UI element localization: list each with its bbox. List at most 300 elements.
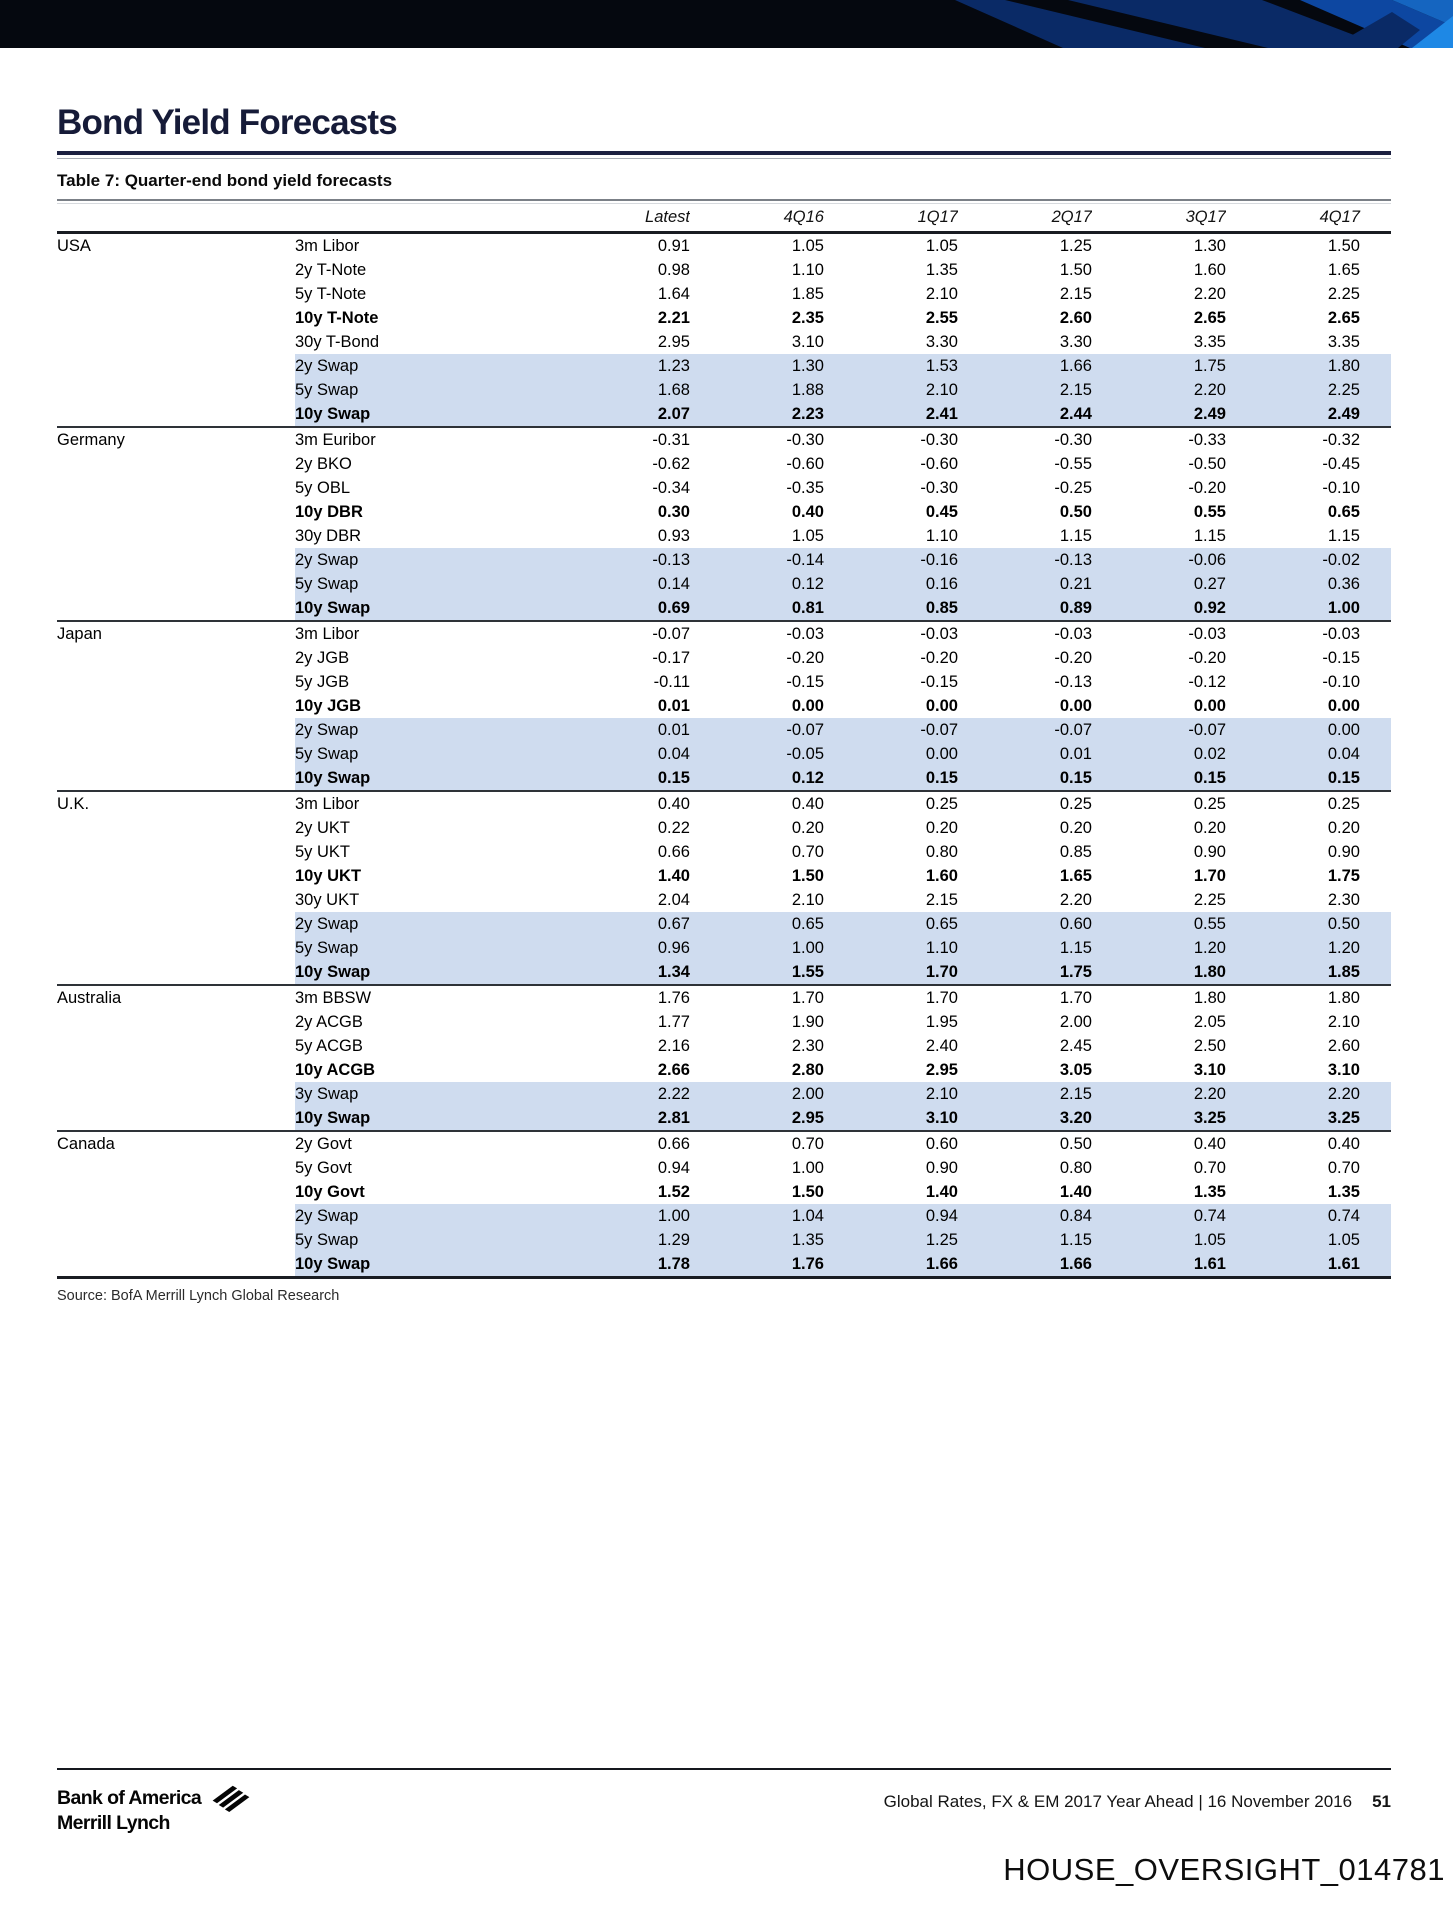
table-row xyxy=(57,694,1391,718)
country-cell xyxy=(57,1156,295,1180)
instrument-cell: 3m Libor xyxy=(295,621,556,646)
instrument-cell: 2y BKO xyxy=(295,454,352,473)
country-cell xyxy=(57,1082,295,1106)
value-cell: 0.15 xyxy=(958,766,1092,791)
instrument-cell: 10y Swap xyxy=(295,596,556,621)
country-cell xyxy=(57,402,295,427)
value-cell: 1.61 xyxy=(1226,1252,1391,1278)
value-cell: -0.25 xyxy=(1054,478,1092,497)
value-cell: 1.70 xyxy=(690,985,824,1010)
value-cell: -0.07 xyxy=(824,718,958,742)
value-cell: 0.65 xyxy=(1327,502,1360,521)
value-cell: 2.22 xyxy=(556,1082,690,1106)
value-cell: -0.14 xyxy=(690,548,824,572)
value-cell: -0.03 xyxy=(824,621,958,646)
country-cell xyxy=(57,1106,295,1131)
value-cell: 0.01 xyxy=(958,742,1092,766)
value-cell: -0.33 xyxy=(1092,427,1226,452)
value-cell: 0.81 xyxy=(690,596,824,621)
value-cell: 1.76 xyxy=(690,1252,824,1278)
value-cell: 0.94 xyxy=(657,1158,690,1177)
value-cell: 2.21 xyxy=(657,308,690,327)
value-cell: 2.44 xyxy=(958,402,1092,427)
table-row xyxy=(57,524,1391,548)
watermark: HOUSE_OVERSIGHT_014781 xyxy=(1003,1852,1445,1887)
value-cell: 2.15 xyxy=(958,1082,1092,1106)
value-cell: -0.03 xyxy=(958,621,1092,646)
value-cell: 2.80 xyxy=(791,1060,824,1079)
instrument-cell: 5y ACGB xyxy=(295,1036,363,1055)
value-cell: 0.70 xyxy=(1193,1158,1226,1177)
value-cell: 2.65 xyxy=(1193,308,1226,327)
value-cell: 2.66 xyxy=(657,1060,690,1079)
table-caption: Table 7: Quarter-end bond yield forecasts xyxy=(57,171,393,190)
instrument-cell: 10y Swap xyxy=(295,402,556,427)
value-cell: 1.20 xyxy=(1092,936,1226,960)
value-cell: -0.60 xyxy=(786,454,824,473)
instrument-cell: 30y DBR xyxy=(295,526,362,545)
value-cell: 2.20 xyxy=(1193,284,1226,303)
value-cell: 1.61 xyxy=(1092,1252,1226,1278)
value-cell: 0.60 xyxy=(824,1131,958,1156)
value-cell: 0.20 xyxy=(1059,818,1092,837)
value-cell: -0.03 xyxy=(690,621,824,646)
country-cell xyxy=(57,572,295,596)
value-cell: 0.50 xyxy=(958,1131,1092,1156)
instrument-cell: 10y DBR xyxy=(295,502,363,521)
country-cell xyxy=(57,452,295,476)
value-cell: 1.76 xyxy=(556,985,690,1010)
value-cell: 1.00 xyxy=(690,936,824,960)
country-cell xyxy=(57,936,295,960)
value-cell: 1.80 xyxy=(1226,985,1391,1010)
value-cell: 1.80 xyxy=(1226,354,1391,378)
instrument-cell: 10y T-Note xyxy=(295,308,379,327)
value-cell: 0.89 xyxy=(958,596,1092,621)
value-cell: -0.60 xyxy=(920,454,958,473)
value-cell: 2.95 xyxy=(690,1106,824,1131)
value-cell: 0.20 xyxy=(925,818,958,837)
table-row xyxy=(57,985,1391,1010)
value-cell: 0.84 xyxy=(958,1204,1092,1228)
country-cell xyxy=(57,646,295,670)
value-cell: 0.15 xyxy=(1226,766,1391,791)
value-cell: 2.23 xyxy=(690,402,824,427)
table-row xyxy=(57,1082,1391,1106)
value-cell: 0.00 xyxy=(824,742,958,766)
value-cell: 3.30 xyxy=(925,332,958,351)
value-cell: -0.15 xyxy=(786,672,824,691)
value-cell: 0.12 xyxy=(690,766,824,791)
table-row xyxy=(57,1204,1391,1228)
country-cell xyxy=(57,1204,295,1228)
instrument-cell: 3m BBSW xyxy=(295,985,556,1010)
value-cell: 0.70 xyxy=(690,1131,824,1156)
value-cell: 2.25 xyxy=(1327,284,1360,303)
country-cell xyxy=(57,766,295,791)
value-cell: 0.36 xyxy=(1226,572,1391,596)
value-cell: 0.25 xyxy=(1092,791,1226,816)
country-cell xyxy=(57,694,295,718)
country-cell xyxy=(57,864,295,888)
value-cell: 0.20 xyxy=(1193,818,1226,837)
value-cell: 1.77 xyxy=(657,1012,690,1031)
table-row xyxy=(57,1010,1391,1034)
value-cell: 0.25 xyxy=(1226,791,1391,816)
content-column xyxy=(57,48,1391,1304)
value-cell: 3.10 xyxy=(1327,1060,1360,1079)
bank-name: Bank of America xyxy=(57,1786,202,1809)
value-cell: 0.55 xyxy=(1092,912,1226,936)
value-cell: 1.75 xyxy=(1092,354,1226,378)
value-cell: 0.80 xyxy=(1059,1158,1092,1177)
table-row xyxy=(57,1131,1391,1156)
value-cell: 3.05 xyxy=(1059,1060,1092,1079)
country-cell xyxy=(57,960,295,985)
value-cell: 1.66 xyxy=(958,354,1092,378)
value-cell: 1.10 xyxy=(824,936,958,960)
value-cell: 0.16 xyxy=(824,572,958,596)
value-cell: 1.60 xyxy=(1193,260,1226,279)
country-cell: Japan xyxy=(57,621,295,646)
value-cell: 3.20 xyxy=(958,1106,1092,1131)
value-cell: 0.50 xyxy=(1226,912,1391,936)
value-cell: 0.00 xyxy=(1327,696,1360,715)
value-cell: -0.06 xyxy=(1092,548,1226,572)
value-cell: 0.50 xyxy=(1059,502,1092,521)
country-cell: Australia xyxy=(57,985,295,1010)
page-title: Bond Yield Forecasts xyxy=(57,103,397,142)
value-cell: 1.53 xyxy=(824,354,958,378)
value-cell: 0.96 xyxy=(556,936,690,960)
instrument-cell: 3m Libor xyxy=(295,233,556,259)
value-cell: 2.95 xyxy=(657,332,690,351)
value-cell: 2.20 xyxy=(1226,1082,1391,1106)
value-cell: -0.13 xyxy=(1054,672,1092,691)
value-cell: 1.70 xyxy=(1193,866,1226,885)
value-cell: 2.35 xyxy=(791,308,824,327)
value-cell: -0.20 xyxy=(1054,648,1092,667)
value-cell: 1.30 xyxy=(690,354,824,378)
value-cell: 0.85 xyxy=(1059,842,1092,861)
value-cell: -0.05 xyxy=(690,742,824,766)
value-cell: 0.00 xyxy=(925,696,958,715)
value-cell: 2.60 xyxy=(1327,1036,1360,1055)
value-cell: 0.30 xyxy=(657,502,690,521)
country-cell xyxy=(57,258,295,282)
value-cell: 1.34 xyxy=(556,960,690,985)
country-cell: Canada xyxy=(57,1131,295,1156)
value-cell: 1.05 xyxy=(1226,1228,1391,1252)
table-row xyxy=(57,354,1391,378)
country-cell: U.K. xyxy=(57,791,295,816)
value-cell: 0.66 xyxy=(657,842,690,861)
country-cell xyxy=(57,548,295,572)
country-cell xyxy=(57,840,295,864)
table-row xyxy=(57,330,1391,354)
value-cell: -0.07 xyxy=(958,718,1092,742)
instrument-cell: 5y JGB xyxy=(295,672,350,691)
country-cell xyxy=(57,670,295,694)
value-cell: 0.01 xyxy=(556,718,690,742)
value-cell: 3.35 xyxy=(1193,332,1226,351)
value-cell: 2.40 xyxy=(925,1036,958,1055)
table-row xyxy=(57,596,1391,621)
value-cell: 1.29 xyxy=(556,1228,690,1252)
value-cell: 2.49 xyxy=(1226,402,1391,427)
value-cell: -0.15 xyxy=(920,672,958,691)
value-cell: 2.95 xyxy=(925,1060,958,1079)
country-cell xyxy=(57,1180,295,1204)
country-cell xyxy=(57,524,295,548)
value-cell: 2.15 xyxy=(925,890,958,909)
instrument-cell: 2y ACGB xyxy=(295,1012,363,1031)
instrument-cell: 10y ACGB xyxy=(295,1060,376,1079)
title-rule xyxy=(57,151,1391,155)
table-row xyxy=(57,960,1391,985)
value-cell: 1.75 xyxy=(1327,866,1360,885)
column-header-1q17: 1Q17 xyxy=(824,204,958,233)
value-cell: 1.05 xyxy=(791,526,824,545)
table-row xyxy=(57,816,1391,840)
value-cell: 1.35 xyxy=(690,1228,824,1252)
table-row xyxy=(57,548,1391,572)
value-cell: 0.80 xyxy=(925,842,958,861)
value-cell: 2.30 xyxy=(791,1036,824,1055)
bond-yield-forecast-table xyxy=(57,204,1391,1279)
country-column-header xyxy=(57,204,295,233)
value-cell: -0.30 xyxy=(690,427,824,452)
country-cell xyxy=(57,1010,295,1034)
value-cell: 2.05 xyxy=(1193,1012,1226,1031)
value-cell: 3.10 xyxy=(824,1106,958,1131)
value-cell: 2.25 xyxy=(1226,378,1391,402)
value-cell: 1.40 xyxy=(657,866,690,885)
value-cell: -0.10 xyxy=(1322,672,1360,691)
value-cell: 1.00 xyxy=(556,1204,690,1228)
value-cell: 1.05 xyxy=(690,233,824,259)
bank-logo xyxy=(57,1784,254,1835)
value-cell: 0.55 xyxy=(1193,502,1226,521)
country-cell xyxy=(57,330,295,354)
value-cell: -0.03 xyxy=(1092,621,1226,646)
value-cell: 1.66 xyxy=(824,1252,958,1278)
value-cell: 2.15 xyxy=(1059,284,1092,303)
value-cell: 2.10 xyxy=(824,1082,958,1106)
value-cell: -0.55 xyxy=(1054,454,1092,473)
value-cell: 0.04 xyxy=(1226,742,1391,766)
table-row xyxy=(57,791,1391,816)
value-cell: 0.15 xyxy=(556,766,690,791)
country-cell xyxy=(57,816,295,840)
value-cell: 0.74 xyxy=(1092,1204,1226,1228)
value-cell: 1.90 xyxy=(791,1012,824,1031)
value-cell: 2.81 xyxy=(556,1106,690,1131)
value-cell: 0.40 xyxy=(1092,1131,1226,1156)
table-row xyxy=(57,742,1391,766)
value-cell: 1.75 xyxy=(958,960,1092,985)
value-cell: 0.20 xyxy=(791,818,824,837)
table-row xyxy=(57,233,1391,259)
value-cell: 1.66 xyxy=(958,1252,1092,1278)
table-row xyxy=(57,670,1391,694)
value-cell: -0.62 xyxy=(652,454,690,473)
value-cell: 0.90 xyxy=(1327,842,1360,861)
value-cell: 1.88 xyxy=(690,378,824,402)
table-row xyxy=(57,1106,1391,1131)
value-cell: 1.25 xyxy=(958,233,1092,259)
value-cell: 1.50 xyxy=(1059,260,1092,279)
value-cell: 0.45 xyxy=(925,502,958,521)
table-row xyxy=(57,402,1391,427)
value-cell: 1.50 xyxy=(791,866,824,885)
value-cell: 1.80 xyxy=(1092,985,1226,1010)
value-cell: 1.25 xyxy=(824,1228,958,1252)
instrument-cell: 10y Govt xyxy=(295,1182,365,1201)
value-cell: 2.00 xyxy=(1059,1012,1092,1031)
instrument-cell: 5y Swap xyxy=(295,936,556,960)
value-cell: 2.10 xyxy=(1327,1012,1360,1031)
country-cell: USA xyxy=(57,233,295,259)
instrument-cell: 5y UKT xyxy=(295,842,351,861)
country-cell xyxy=(57,476,295,500)
value-cell: -0.30 xyxy=(958,427,1092,452)
value-cell: 0.15 xyxy=(1092,766,1226,791)
value-cell: -0.20 xyxy=(1188,478,1226,497)
table-header-row xyxy=(57,204,1391,233)
table-row xyxy=(57,282,1391,306)
value-cell: 1.15 xyxy=(958,1228,1092,1252)
value-cell: 1.65 xyxy=(1059,866,1092,885)
value-cell: -0.32 xyxy=(1226,427,1391,452)
value-cell: 0.74 xyxy=(1226,1204,1391,1228)
page-footer xyxy=(57,1768,1391,1835)
instrument-cell: 2y Swap xyxy=(295,548,556,572)
bank-flag-icon xyxy=(208,1784,254,1812)
country-cell: Germany xyxy=(57,427,295,452)
value-cell: 1.35 xyxy=(1193,1182,1226,1201)
value-cell: 1.15 xyxy=(958,936,1092,960)
value-cell: 1.10 xyxy=(925,526,958,545)
country-cell xyxy=(57,282,295,306)
value-cell: 2.10 xyxy=(791,890,824,909)
instrument-column-header xyxy=(295,204,556,233)
value-cell: 1.23 xyxy=(556,354,690,378)
instrument-cell: 2y Swap xyxy=(295,1204,556,1228)
value-cell: 0.91 xyxy=(556,233,690,259)
instrument-cell: 5y T-Note xyxy=(295,284,367,303)
value-cell: 3.10 xyxy=(791,332,824,351)
value-cell: 0.12 xyxy=(690,572,824,596)
instrument-cell: 5y Govt xyxy=(295,1158,352,1177)
value-cell: -0.15 xyxy=(1322,648,1360,667)
value-cell: 2.45 xyxy=(1059,1036,1092,1055)
instrument-cell: 30y UKT xyxy=(295,890,360,909)
value-cell: -0.16 xyxy=(824,548,958,572)
value-cell: 1.70 xyxy=(824,985,958,1010)
instrument-cell: 5y Swap xyxy=(295,378,556,402)
value-cell: 2.15 xyxy=(958,378,1092,402)
value-cell: 1.55 xyxy=(690,960,824,985)
value-cell: 1.10 xyxy=(791,260,824,279)
value-cell: 0.98 xyxy=(657,260,690,279)
value-cell: 1.65 xyxy=(1327,260,1360,279)
value-cell: -0.30 xyxy=(824,427,958,452)
value-cell: 0.60 xyxy=(958,912,1092,936)
value-cell: 0.90 xyxy=(925,1158,958,1177)
value-cell: 1.04 xyxy=(690,1204,824,1228)
table-row xyxy=(57,306,1391,330)
value-cell: 1.50 xyxy=(1226,233,1391,259)
page-number: 51 xyxy=(1372,1792,1391,1811)
value-cell: 1.68 xyxy=(556,378,690,402)
country-cell xyxy=(57,306,295,330)
title-rule-thin xyxy=(57,158,1391,159)
value-cell: 3.10 xyxy=(1193,1060,1226,1079)
instrument-cell: 2y Swap xyxy=(295,718,556,742)
value-cell: -0.10 xyxy=(1322,478,1360,497)
value-cell: 0.40 xyxy=(690,791,824,816)
instrument-cell: 2y Govt xyxy=(295,1131,556,1156)
value-cell: 1.70 xyxy=(958,985,1092,1010)
instrument-cell: 5y Swap xyxy=(295,742,556,766)
value-cell: 0.65 xyxy=(690,912,824,936)
value-cell: 1.80 xyxy=(1092,960,1226,985)
report-title: Global Rates, FX & EM 2017 Year Ahead | 16 November 2016 xyxy=(883,1792,1353,1811)
value-cell: 1.35 xyxy=(925,260,958,279)
value-cell: 0.21 xyxy=(958,572,1092,596)
country-cell xyxy=(57,596,295,621)
value-cell: -0.31 xyxy=(556,427,690,452)
value-cell: -0.20 xyxy=(1188,648,1226,667)
value-cell: 3.35 xyxy=(1327,332,1360,351)
value-cell: 0.40 xyxy=(1226,1131,1391,1156)
value-cell: 0.40 xyxy=(791,502,824,521)
value-cell: 0.00 xyxy=(1193,696,1226,715)
country-cell xyxy=(57,742,295,766)
table-row xyxy=(57,427,1391,452)
country-cell xyxy=(57,378,295,402)
instrument-cell: 3y Swap xyxy=(295,1082,556,1106)
value-cell: -0.20 xyxy=(920,648,958,667)
value-cell: 2.07 xyxy=(556,402,690,427)
value-cell: 1.50 xyxy=(791,1182,824,1201)
instrument-cell: 10y Swap xyxy=(295,960,556,985)
value-cell: 0.01 xyxy=(657,696,690,715)
value-cell: 2.49 xyxy=(1092,402,1226,427)
value-cell: 1.05 xyxy=(824,233,958,259)
column-header-3q17: 3Q17 xyxy=(1092,204,1226,233)
value-cell: 0.00 xyxy=(1226,718,1391,742)
value-cell: 3.25 xyxy=(1092,1106,1226,1131)
country-cell xyxy=(57,1058,295,1082)
instrument-cell: 3m Libor xyxy=(295,791,556,816)
instrument-cell: 10y Swap xyxy=(295,766,556,791)
table-row xyxy=(57,912,1391,936)
value-cell: 1.15 xyxy=(1193,526,1226,545)
table-row xyxy=(57,572,1391,596)
value-cell: 0.40 xyxy=(556,791,690,816)
instrument-cell: 30y T-Bond xyxy=(295,332,380,351)
instrument-cell: 5y OBL xyxy=(295,478,351,497)
value-cell: -0.02 xyxy=(1226,548,1391,572)
country-cell xyxy=(57,1228,295,1252)
instrument-cell: 5y Swap xyxy=(295,572,556,596)
value-cell: 0.70 xyxy=(791,842,824,861)
value-cell: 0.70 xyxy=(1327,1158,1360,1177)
country-cell xyxy=(57,888,295,912)
value-cell: 0.15 xyxy=(824,766,958,791)
